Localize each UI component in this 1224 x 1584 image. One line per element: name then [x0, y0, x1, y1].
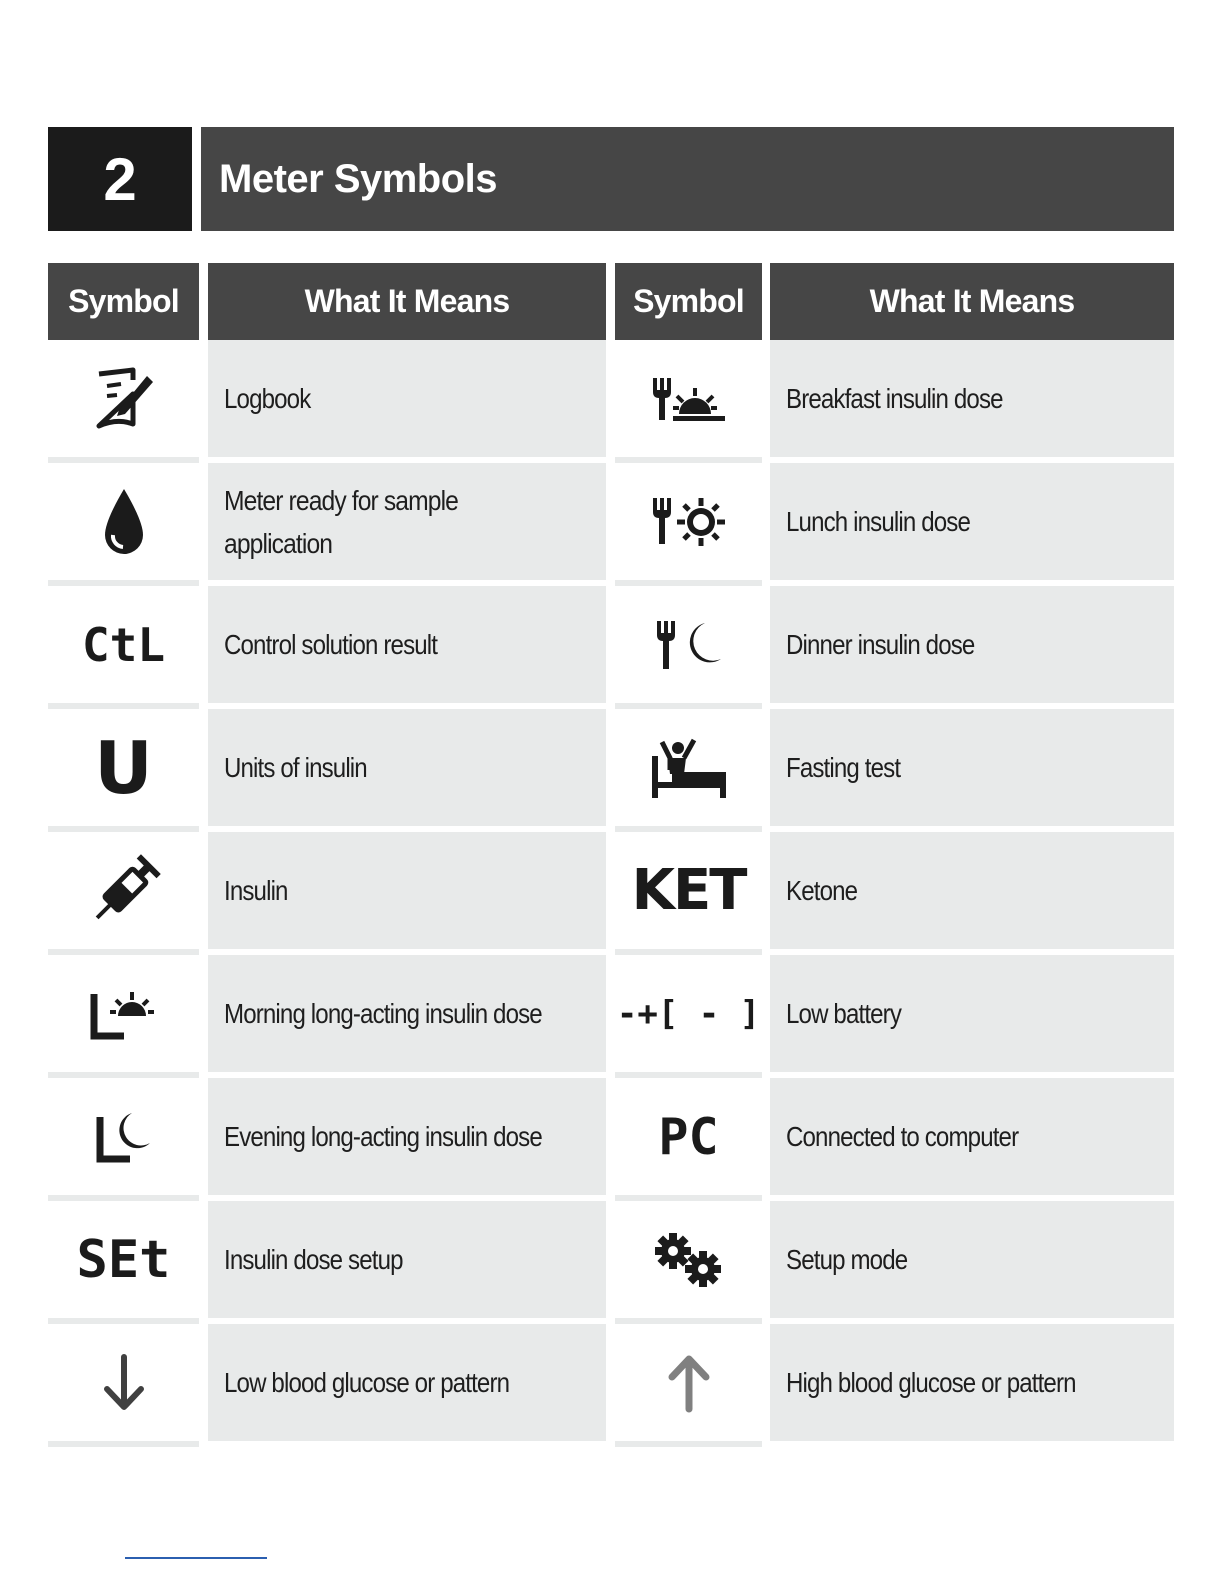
meaning-text: Units of insulin [224, 752, 367, 783]
lunch-icon [649, 494, 729, 550]
evening-long-acting-icon [92, 1107, 156, 1167]
meaning-text: Ketone [786, 875, 858, 906]
syringe-icon [84, 851, 164, 931]
symbol-cell [615, 463, 762, 586]
gears-icon [649, 1229, 729, 1291]
low-battery-icon: -+[ - ] [616, 993, 761, 1034]
table-row [48, 832, 1174, 955]
symbol-cell [48, 1078, 199, 1201]
chapter-number: 2 [48, 127, 192, 231]
symbol-cell [48, 340, 199, 463]
meaning-text: Low battery [786, 998, 902, 1029]
symbol-cell [48, 586, 199, 709]
table-row [48, 955, 1174, 1078]
symbol-cell [615, 1201, 762, 1324]
meaning-cell [770, 1324, 1174, 1441]
header-symbol-left: Symbol [48, 263, 199, 340]
symbol-cell [615, 709, 762, 832]
symbol-cell [48, 463, 199, 586]
arrow-down-icon [99, 1353, 149, 1413]
meaning-text: Low blood glucose or pattern [224, 1367, 510, 1398]
symbol-cell [615, 1078, 762, 1201]
meaning-text: Logbook [224, 383, 311, 414]
meaning-cell [770, 1201, 1174, 1318]
meaning-text: Connected to computer [786, 1121, 1019, 1152]
symbol-cell [48, 1201, 199, 1324]
meaning-text: Breakfast insulin dose [786, 383, 1003, 414]
meaning-cell [770, 586, 1174, 703]
fasting-bed-icon [648, 736, 730, 800]
symbol-cell [615, 340, 762, 463]
meaning-cell [770, 955, 1174, 1072]
dinner-icon [653, 617, 725, 673]
ket-display-icon: KET [631, 858, 746, 923]
meaning-cell [770, 463, 1174, 580]
meaning-cell [208, 709, 606, 826]
header-meaning-left: What It Means [208, 263, 606, 340]
symbol-cell [48, 1324, 199, 1447]
footer-divider [125, 1557, 267, 1559]
set-display-icon: SEt [76, 1229, 171, 1290]
meaning-cell [770, 709, 1174, 826]
meaning-cell [770, 1078, 1174, 1195]
meaning-cell [208, 955, 606, 1072]
ctl-display-icon: CtL [81, 617, 166, 672]
meaning-cell [208, 1324, 606, 1441]
symbol-cell [48, 709, 199, 832]
meaning-text: Evening long-acting insulin dose [224, 1121, 542, 1152]
table-row [48, 1324, 1174, 1447]
chapter-title: Meter Symbols [201, 127, 1174, 231]
table-row [48, 586, 1174, 709]
meaning-cell [770, 340, 1174, 457]
meaning-text: Fasting test [786, 752, 901, 783]
meaning-text: Lunch insulin dose [786, 506, 970, 537]
symbol-cell [615, 955, 762, 1078]
table-row [48, 709, 1174, 832]
table-row [48, 1078, 1174, 1201]
meaning-text: Morning long-acting insulin dose [224, 998, 542, 1029]
blood-drop-icon [99, 485, 149, 559]
header-meaning-right: What It Means [770, 263, 1174, 340]
meaning-cell [208, 463, 606, 580]
meaning-text: Dinner insulin dose [786, 629, 975, 660]
meaning-cell [770, 832, 1174, 949]
meaning-text: Control solution result [224, 629, 438, 660]
meaning-cell [208, 1078, 606, 1195]
table-row [48, 463, 1174, 586]
morning-long-acting-icon [88, 986, 160, 1042]
symbol-cell [48, 832, 199, 955]
meaning-text: Insulin dose setup [224, 1244, 403, 1275]
meaning-cell [208, 832, 606, 949]
header-symbol-right: Symbol [615, 263, 762, 340]
meaning-text: Meter ready for sample application [224, 484, 458, 559]
units-u-icon: U [94, 725, 153, 810]
meaning-text: Insulin [224, 875, 288, 906]
pc-display-icon: PC [658, 1107, 719, 1166]
meaning-text: High blood glucose or pattern [786, 1367, 1076, 1398]
chapter-header [48, 127, 1174, 231]
symbol-cell [48, 955, 199, 1078]
table-row [48, 340, 1174, 463]
symbol-cell [615, 586, 762, 709]
breakfast-icon [649, 374, 729, 424]
logbook-icon [89, 364, 159, 434]
meaning-cell [208, 340, 606, 457]
meaning-cell [208, 586, 606, 703]
symbol-cell [615, 1324, 762, 1447]
meaning-text: Setup mode [786, 1244, 908, 1275]
symbol-cell [615, 832, 762, 955]
table-row [48, 1201, 1174, 1324]
meaning-cell [208, 1201, 606, 1318]
arrow-up-icon [664, 1353, 714, 1413]
